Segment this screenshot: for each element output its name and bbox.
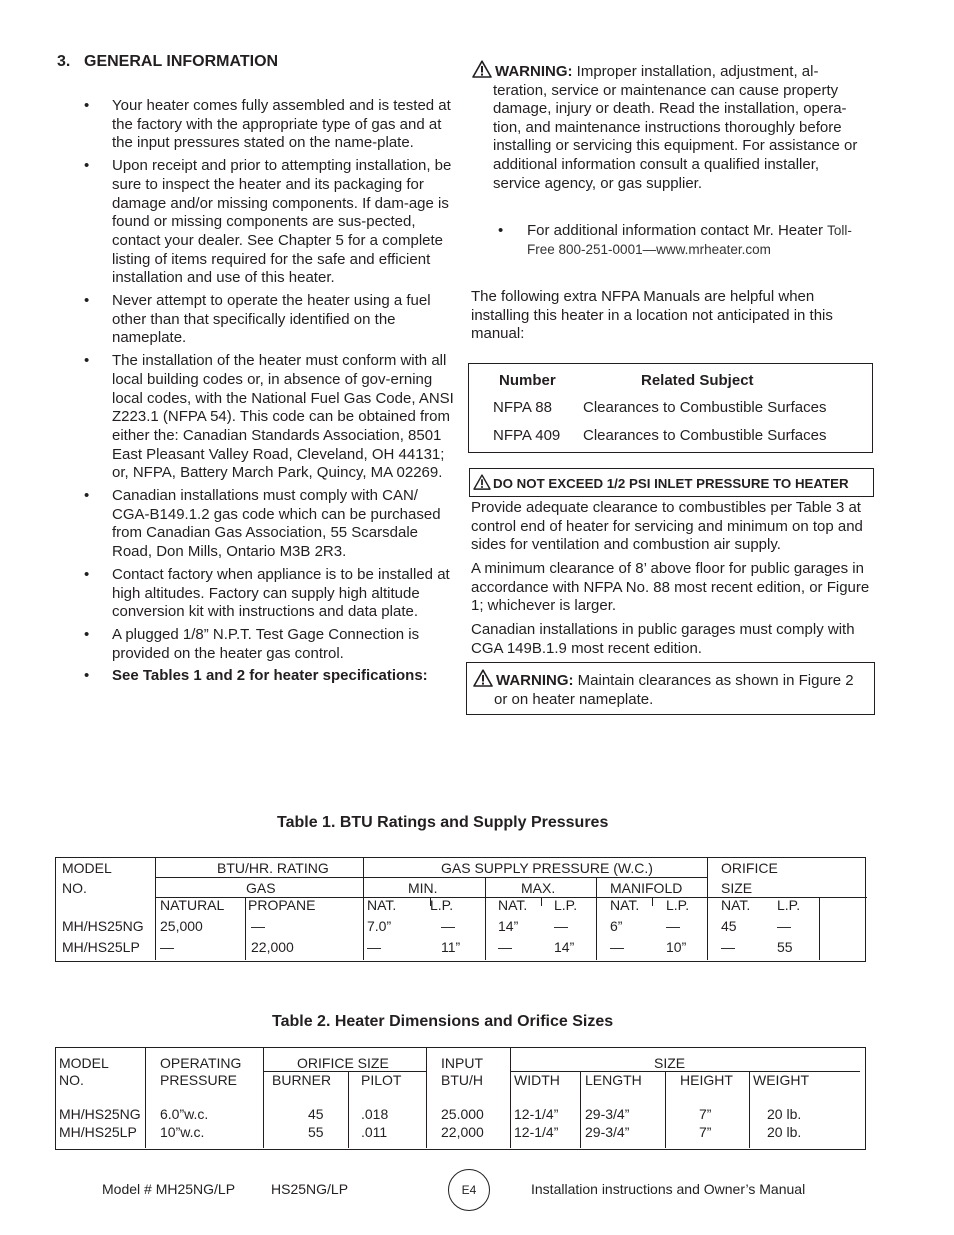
header-gas: GAS — [246, 880, 276, 896]
list-item: • A plugged 1/8” N.P.T. Test Gage Connection is provided on the heater gas control. — [84, 625, 420, 662]
list-item: • The installation of the heater must conform with all local building codes or, in absence of gov-erning local codes, with the National Fuel Gas Code, ANSI Z223.1 (NFPA 54). This code can be obtained from either the: Canadian Standards Association, 8501 East Pleasant Valley Road, Cleveland, OH 44131; or, NFPA, Battery March Park, Quincy, MA 02269. — [84, 352, 454, 482]
btu-ratings-table — [55, 857, 866, 962]
warning-installation — [472, 60, 867, 193]
table-cell: 6” — [610, 918, 623, 934]
contact-info — [498, 222, 870, 259]
psi-warning-text: DO NOT EXCEED 1/2 PSI INLET PRESSURE TO HEATER — [493, 476, 849, 491]
table-cell: 12-1/4” — [514, 1124, 559, 1140]
bullet-icon: • — [84, 157, 90, 175]
psi-warning-box — [469, 468, 874, 497]
header-orifice: ORIFICE — [721, 860, 778, 876]
table-cell: — — [777, 918, 791, 934]
table-cell: 55 — [308, 1124, 324, 1140]
table-cell: — — [251, 918, 265, 934]
header-pilot: PILOT — [361, 1072, 402, 1088]
nfpa-manuals-table: Number Related Subject NFPA 88 Clearances to Combustible Surfaces NFPA 409 Clearances to Combustible Surfaces — [468, 363, 873, 453]
bullet-icon: • — [84, 352, 90, 370]
header-lp: L.P. — [777, 897, 801, 913]
table-cell: 6.0”w.c. — [160, 1106, 209, 1122]
header-max: MAX. — [521, 880, 556, 896]
table-cell: 11” — [441, 939, 461, 955]
header-gas-supply: GAS SUPPLY PRESSURE (W.C.) — [441, 860, 653, 876]
header-btuh: BTU/H — [441, 1072, 483, 1088]
contact-text: For additional information contact Mr. Heater — [527, 222, 828, 239]
table-cell: 10” — [666, 939, 687, 955]
table-cell: — — [367, 939, 381, 955]
table-cell: 10”w.c. — [160, 1124, 205, 1140]
bullet-icon: • — [84, 625, 90, 643]
section-title: GENERAL INFORMATION — [84, 53, 279, 70]
header-lp: L.P. — [554, 897, 578, 913]
table-cell: MH/HS25LP — [59, 1124, 137, 1140]
bullet-icon: • — [84, 292, 90, 310]
list-item: • Never attempt to operate the heater using a fuel other than that specifically identified on the nameplate. — [84, 292, 431, 347]
warning-icon — [473, 669, 493, 687]
list-item: • See Tables 1 and 2 for heater specifications: — [84, 667, 428, 685]
list-item: • Your heater comes fully assembled and is tested at the factory with the appropriate type of gas and at the input pressures stated on the name-plate. — [84, 97, 451, 152]
header-related-subject: Related Subject — [641, 372, 754, 389]
footer-model-alt: HS25NG/LP — [271, 1181, 349, 1197]
table-cell: 45 — [308, 1106, 324, 1122]
table-cell: 22,000 — [441, 1124, 484, 1140]
header-input: INPUT — [441, 1055, 483, 1071]
header-orifice-size: ORIFICE SIZE — [297, 1055, 389, 1071]
header-height: HEIGHT — [680, 1072, 733, 1088]
heater-dimensions-table — [55, 1047, 866, 1150]
header-number: Number — [499, 372, 556, 389]
table-cell: 25,000 — [160, 918, 203, 934]
bullet-icon: • — [84, 667, 90, 685]
list-item: • Upon receipt and prior to attempting installation, be sure to inspect the heater and its packaging for damage and/or missing components. If dam-age is found or missing components are sus-pected, contact your dealer. See Chapter 5 for a complete listing of items required for the safe and efficient installation and use of this heater. — [84, 157, 452, 287]
bullet-icon: • — [84, 487, 90, 505]
table2-title: Table 2. Heater Dimensions and Orifice Sizes — [272, 1013, 614, 1030]
table-cell: — — [498, 939, 512, 955]
table-cell: 7.0” — [367, 918, 392, 934]
warning-label: WARNING: — [496, 672, 574, 689]
general-info-list — [84, 97, 456, 690]
header-burner: BURNER — [272, 1072, 332, 1088]
table-cell: MH/HS25NG — [62, 918, 144, 934]
header-lp: L.P. — [430, 897, 454, 913]
header-lp: L.P. — [666, 897, 690, 913]
table-cell: 7” — [699, 1106, 712, 1122]
bullet-icon: • — [84, 97, 90, 114]
table-cell: 55 — [777, 939, 793, 955]
canadian-garage-paragraph: Canadian installations in public garages must comply with CGA 149B.1.9 most recent edition. — [471, 621, 855, 657]
table-cell: — — [721, 939, 735, 955]
table-cell: 25.000 — [441, 1106, 484, 1122]
header-natural: NATURAL — [160, 897, 225, 913]
table-cell: — — [610, 939, 624, 955]
warning-icon — [472, 60, 492, 78]
header-model: MODEL — [62, 860, 112, 876]
header-operating: OPERATING — [160, 1055, 242, 1071]
contact-toll-free: Toll-Free 800-251-0001—www.mrheater.com — [527, 223, 852, 257]
table-cell: .018 — [361, 1106, 389, 1122]
footer-manual-title: Installation instructions and Owner’s Manual — [531, 1181, 806, 1197]
header-nat: NAT. — [610, 897, 640, 913]
warning-text: Improper installation, adjustment, al-teration, service or maintenance can cause property damage, injury or death. Read the installation, opera-tion, and maintenance instructions thoroughly before installing or servicing this equipment. For assistance or additional information consult a qualified installer, service agency, or gas supplier. — [493, 63, 858, 192]
garage-clearance-paragraph: A minimum clearance of 8’ above floor for public garages in accordance with NFPA No. 88 most recent edition, or Figure 1; whichever is larger. — [471, 560, 870, 615]
warning-icon — [473, 474, 491, 490]
table-cell: — — [666, 918, 680, 934]
header-length: LENGTH — [585, 1072, 642, 1088]
table-cell: 20 lb. — [767, 1106, 802, 1122]
table1-title: Table 1. BTU Ratings and Supply Pressures — [277, 814, 609, 831]
footer-model: Model # MH25NG/LP — [102, 1181, 236, 1197]
header-size: SIZE — [654, 1055, 686, 1071]
header-weight: WEIGHT — [753, 1072, 809, 1088]
header-propane: PROPANE — [248, 897, 316, 913]
table-cell: 7” — [699, 1124, 712, 1140]
section-heading — [57, 53, 278, 71]
nfpa-intro: The following extra NFPA Manuals are helpful when installing this heater in a location not anticipated in this manual: — [471, 288, 833, 343]
table-cell: .011 — [361, 1124, 388, 1140]
table-cell: 22,000 — [251, 939, 294, 955]
bullet-icon: • — [498, 222, 504, 239]
page-number-badge: E4 — [448, 1169, 490, 1211]
table-cell: — — [441, 918, 455, 934]
table-cell: MH/HS25NG — [59, 1106, 141, 1122]
header-nat: NAT. — [367, 897, 397, 913]
header-width: WIDTH — [514, 1072, 560, 1088]
header-nat: NAT. — [498, 897, 528, 913]
header-min: MIN. — [408, 880, 438, 896]
bullet-icon: • — [84, 565, 90, 583]
list-item: • Contact factory when appliance is to be installed at high altitudes. Factory can supply high altitude conversion kit with instructions and data plate. — [84, 565, 450, 621]
header-no: NO. — [59, 1072, 84, 1088]
section-number: 3. — [57, 53, 71, 70]
header-size: SIZE — [721, 880, 753, 896]
header-btu-rating: BTU/HR. RATING — [217, 860, 329, 876]
warning-text: Maintain clearances as shown in Figure 2 or on heater nameplate. — [494, 672, 854, 708]
header-manifold: MANIFOLD — [610, 880, 683, 896]
table-cell: 12-1/4” — [514, 1106, 559, 1122]
warning-label: WARNING: — [495, 63, 573, 80]
table-cell: 14” — [498, 918, 519, 934]
header-pressure: PRESSURE — [160, 1072, 238, 1088]
warning-clearances-box — [466, 662, 875, 715]
header-no: NO. — [62, 880, 87, 896]
table-cell: 14” — [554, 939, 575, 955]
header-nat: NAT. — [721, 897, 751, 913]
table-cell: 20 lb. — [767, 1124, 802, 1140]
table-cell: 29-3/4” — [585, 1124, 630, 1140]
table-cell: — — [554, 918, 568, 934]
table-cell: — — [160, 939, 174, 955]
table-cell: 29-3/4” — [585, 1106, 630, 1122]
table-cell: 45 — [721, 918, 737, 934]
list-item: • Canadian installations must comply with CAN/ CGA-B149.1.2 gas code which can be purchased from Canadian Gas Association, 55 Scarsdale Road, Don Mills, Ontario M3B 2R3. — [84, 487, 441, 561]
header-model: MODEL — [59, 1055, 109, 1071]
table-cell: MH/HS25LP — [62, 939, 140, 955]
clearance-paragraph: Provide adequate clearance to combustibles per Table 3 at control end of heater for servicing and minimum on top and sides for ventilation and combustion air supply. — [471, 499, 863, 554]
